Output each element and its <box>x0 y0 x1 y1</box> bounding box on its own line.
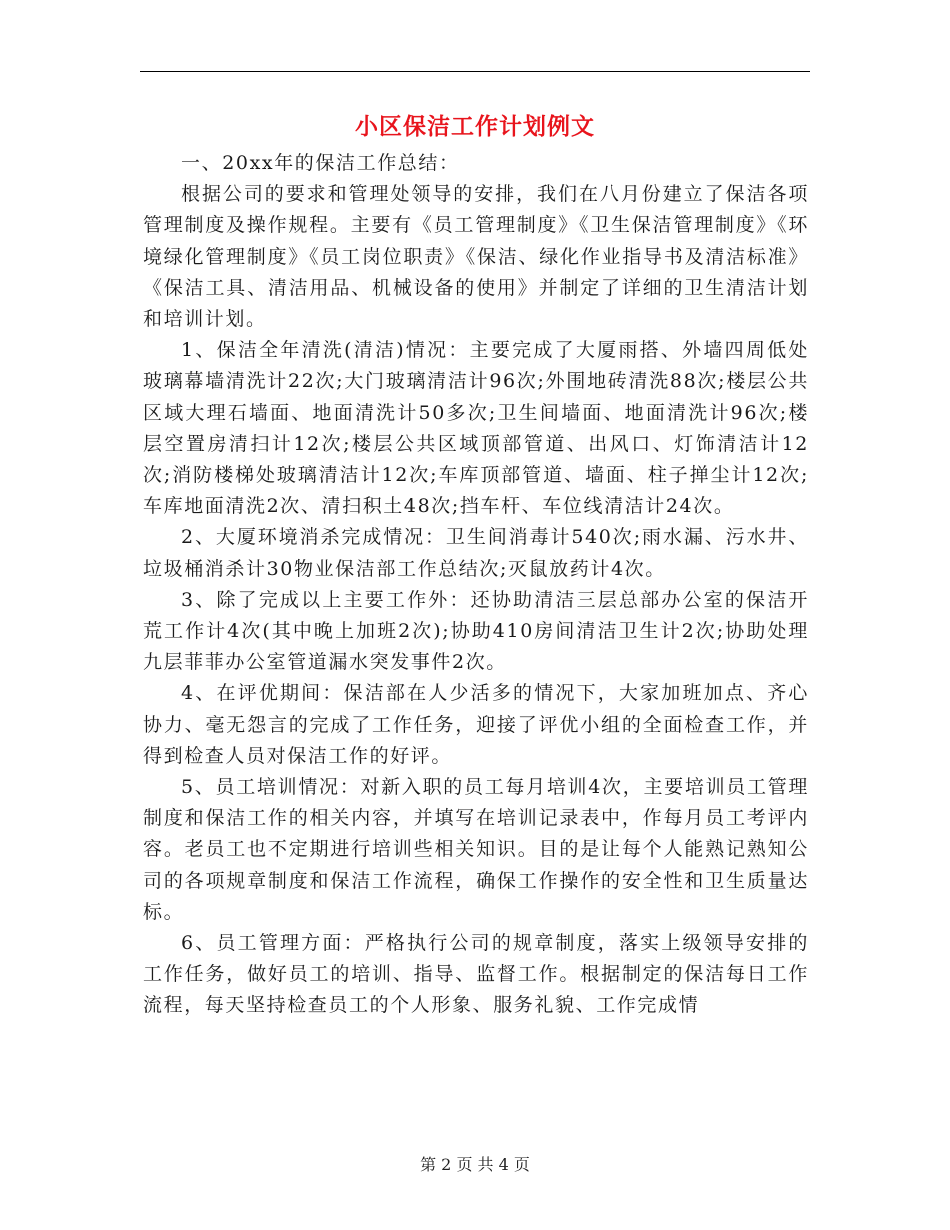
document-title: 小区保洁工作计划例文 <box>355 113 595 140</box>
paragraph-item-5: 5、员工培训情况：对新入职的员工每月培训4次，主要培训员工管理制度和保洁工作的相关内容，并填写在培训记录表中，作每月员工考评内容。老员工也不定期进行培训些相关知识。目的是让每个人能熟记熟知公司的各项规章制度和保洁工作流程，确保工作操作的安全性和卫生质量达标。 <box>143 776 809 923</box>
paragraph-item-4: 4、在评优期间：保洁部在人少活多的情况下，大家加班加点、齐心协力、毫无怨言的完成了工作任务，迎接了评优小组的全面检查工作，并得到检查人员对保洁工作的好评。 <box>143 682 809 767</box>
paragraph-intro: 根据公司的要求和管理处领导的安排，我们在八月份建立了保洁各项管理制度及操作规程。主要有《员工管理制度》《卫生保洁管理制度》《环境绿化管理制度》《员工岗位职责》《保洁、绿化作业指导书及清洁标准》《保洁工具、清洁用品、机械设备的使用》并制定了详细的卫生清洁计划和培训计划。 <box>143 183 809 331</box>
paragraph-item-2: 2、大厦环境消杀完成情况：卫生间消毒计540次;雨水漏、污水井、垃圾桶消杀计30物业保洁部工作总结次;灭鼠放药计4次。 <box>143 526 809 580</box>
paragraph-section-heading: 一、20xx年的保洁工作总结： <box>181 152 460 174</box>
header-rule <box>140 71 810 72</box>
paragraph-item-1: 1、保洁全年清洗(清洁)情况：主要完成了大厦雨搭、外墙四周低处玻璃幕墙清洗计22次;大门玻璃清洁计96次;外围地砖清洗88次;楼层公共区域大理石墙面、地面清洗计50多次;卫生间墙面、地面清洗计96次;楼层空置房清扫计12次;楼层公共区域顶部管道、出风口、灯饰清洁计12次;消防楼梯处玻璃清洁计12次;车库顶部管道、墙面、柱子掸尘计12次;车库地面清洗2次、清扫积土48次;挡车杆、车位线清洁计24次。 <box>143 339 809 518</box>
page-number-footer: 第 2 页 共 4 页 <box>420 1155 530 1174</box>
paragraph-item-3: 3、除了完成以上主要工作外：还协助清洁三层总部办公室的保洁开荒工作计4次(其中晚上加班2次);协助410房间清洁卫生计2次;协助处理九层菲菲办公室管道漏水突发事件2次。 <box>143 588 809 674</box>
document-body <box>143 148 809 1022</box>
paragraph-item-6: 6、员工管理方面：严格执行公司的规章制度，落实上级领导安排的工作任务，做好员工的培训、指导、监督工作。根据制定的保洁每日工作流程，每天坚持检查员工的个人形象、服务礼貌、工作完成情 <box>143 932 809 1017</box>
